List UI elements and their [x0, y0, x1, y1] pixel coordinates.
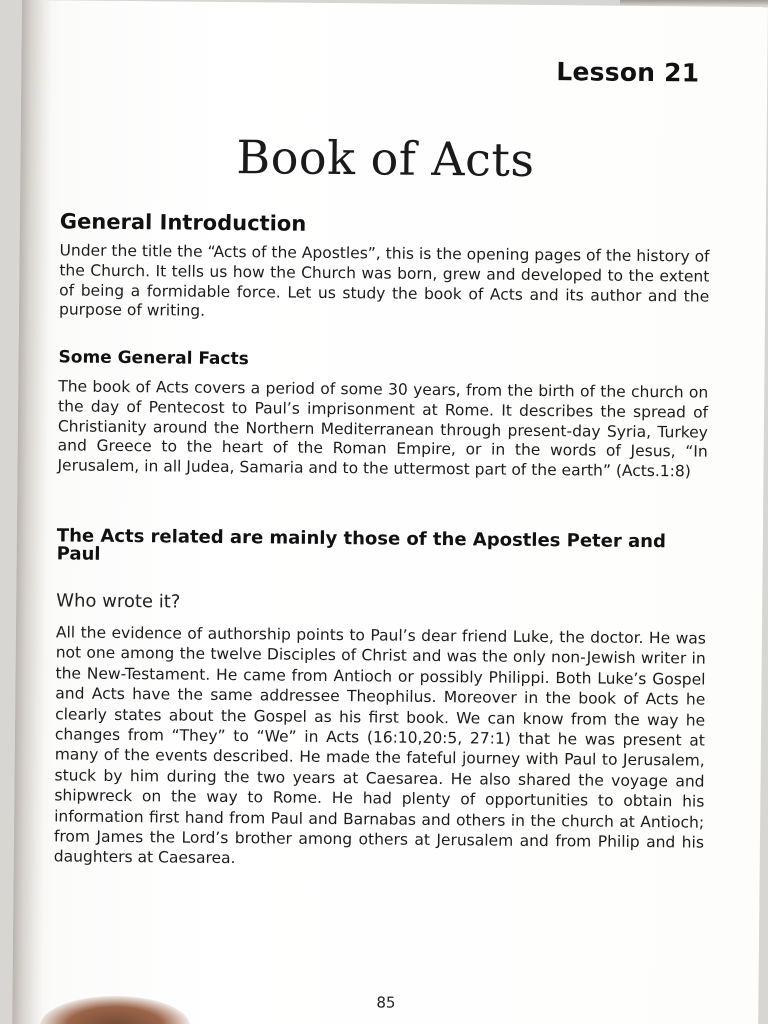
book-page: [12, 0, 768, 1024]
paragraph-general-introduction: Under the title the “Acts of the Apostles”, this is the opening pages of the history of the Church. It tells us how the Church was born, grew and developed to the extent of being a formidable force. Let us study the book of Acts and its author and the purpose of writing.: [58, 241, 710, 321]
heading-acts-related: The Acts related are mainly those of the Apostles Peter and Paul: [56, 525, 667, 565]
lesson-label: Lesson 21: [556, 57, 700, 88]
heading-general-facts: Some General Facts: [58, 347, 249, 370]
paragraph-who-wrote: All the evidence of authorship points to Paul’s dear friend Luke, the doctor. He was not one among the twelve Disciples of Christ and was the only non-Jewish writer in the New-Testament. He came from Antioch or possibly Philippi. Both Luke’s Gospel and Acts have the same addressee Theophilus. Moreover in the book of Acts he clearly states about the Gospel as his first book. We can know from the way he changes from “They” to “We” in Acts (16:10,20:5, 27:1) that he was present at many of the events described. He made the fateful journey with Paul to Jerusalem, stuck by him during the two years at Caesarea. He also shared the voyage and shipwreck on the way to Rome. He had plenty of opportunities to obtain his information first hand from Paul and Barnabas and others in the church at Antioch; from James the Lord’s brother among others at Jerusalem and from Philip and his daughters at Caesarea.: [53, 623, 706, 868]
heading-general-introduction: General Introduction: [59, 209, 307, 236]
heading-who-wrote: Who wrote it?: [56, 590, 181, 613]
page-number: 85: [376, 993, 396, 1012]
paragraph-general-facts: The book of Acts covers a period of some 30 years, from the birth of the church on the day of Pentecost to Paul’s imprisonment at Rome. It describes the spread of Christianity around the Northern Mediterranean through present-day Syria, Turkey and Greece to the heart of the Roman Empire, or in the words of Jesus, “In Jerusalem, in all Judea, Samaria and to the uttermost part of the earth” (Acts.1:8): [57, 377, 709, 481]
page-spine-shadow: [12, 0, 52, 1024]
page-title: Book of Acts: [236, 130, 535, 187]
